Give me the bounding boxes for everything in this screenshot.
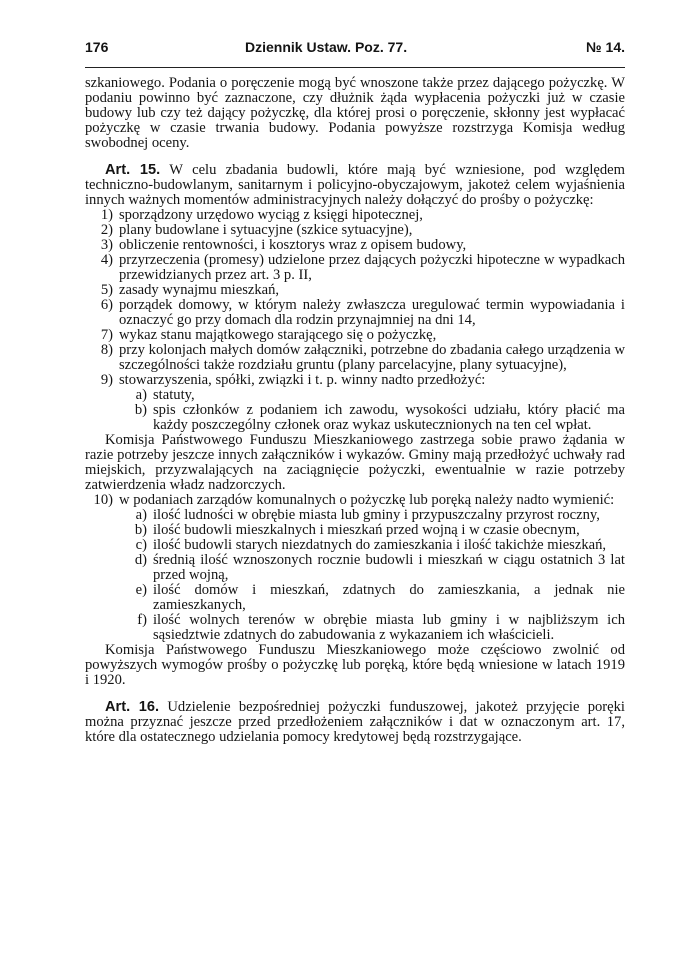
- page-header: [85, 40, 625, 60]
- art15-label: Art. 15.: [105, 162, 161, 178]
- list-item: 5) zasady wynajmu mieszkań,: [100, 282, 280, 298]
- sub-list-item: a) statuty,: [135, 387, 195, 403]
- closing-paragraph: Komisja Państwowego Funduszu Mieszkaniowego może częściowo zwolnić od powyższych wymogów prośby o pożyczkę lub poręką, które będą wniesione w latach 1919 i 1920.: [85, 642, 625, 688]
- header-rule: [85, 67, 625, 68]
- art15-list: [85, 208, 625, 433]
- sub-list-item: e) ilość domów i mieszkań, zdatnych do zamieszkania, a jednak nie zamieszkanych,: [135, 582, 625, 613]
- journal-title: Dziennik Ustaw. Poz. 77.: [245, 39, 408, 55]
- art15-text: W celu zbadania budowli, które mają być wzniesione, pod względem techniczno-budowlanym, sanitarnym i policyjno-obyczajowym, jakoteż celem wyjaśnienia innych ważnych momentów administracyjnych należy dołączyć do prośby o pożyczkę:: [85, 162, 625, 208]
- list-item: 7) wykaz stanu majątkowego starającego się o pożyczkę,: [100, 327, 437, 343]
- list-item: 4) przyrzeczenia (promesy) udzielone przez dających pożyczki hipoteczne w wypadkach przewidzianych przez art. 3 p. II,: [100, 252, 625, 283]
- issue-number: № 14.: [586, 39, 625, 55]
- list-item: 1) sporządzony urzędowo wyciąg z księgi hipotecznej,: [100, 207, 423, 223]
- sub-list-item: c) ilość budowli starych niezdatnych do zamieszkania i ilość takichże mieszkań,: [135, 537, 607, 553]
- page-number: 176: [85, 39, 109, 55]
- sub-list-item: d) średnią ilość wznoszonych rocznie budowli i mieszkań w ciągu ostatnich 3 lat przed wojną,: [134, 552, 625, 583]
- art16-paragraph: [85, 700, 625, 745]
- list-item: 8) przy kolonjach małych domów załączniki, potrzebne do zbadania całego urządzenia w szczególności także rozdziału gruntu (plany parcelacyjne, plany sytuacyjne),: [100, 342, 625, 373]
- art15-paragraph: [85, 163, 625, 208]
- art16-text: Udzielenie bezpośredniej pożyczki funduszowej, jakoteż przyjęcie poręki można przyznać jeszcze przed przedłożeniem załączników i dat w oznaczonym art. 17, które dla ostatecznego udzielania pomocy kredytowej będą rozstrzygające.: [85, 699, 625, 745]
- list-item: 10) w podaniach zarządów komunalnych o pożyczkę lub poręką należy nadto wymienić:: [93, 492, 615, 508]
- sub-list-item: b) ilość budowli mieszkalnych i mieszkań przed wojną i w czasie obecnym,: [134, 522, 580, 538]
- list-item: 6) porządek domowy, w którym należy zwłaszcza uregulować termin wypowiadania i oznaczyć go przy domach dla rodzin przynajmniej na dni 14,: [100, 297, 625, 328]
- list-item: 3) obliczenie rentowności, i kosztorys wraz z opisem budowy,: [100, 237, 467, 253]
- list-item: 2) plany budowlane i sytuacyjne (szkice sytuacyjne),: [100, 222, 413, 238]
- art16-label: Art. 16.: [105, 699, 160, 715]
- commission-paragraph: Komisja Państwowego Funduszu Mieszkaniowego zastrzega sobie prawo żądania w razie potrzeby jeszcze innych załączników i wykazów. Gminy mają przedłożyć uchwały rad miejskich, przyzwalających na zaciągnięcie pożyczki, ewentualnie w razie potrzeby zatwierdzenia władz nadzorczych.: [85, 432, 625, 493]
- sub-list-item: f) ilość wolnych terenów w obrębie miasta lub gminy i w najbliższym ich sąsiedztwie zdatnych do zabudowania z wykazaniem ich właścicieli.: [137, 612, 625, 643]
- art15-list-continued: [85, 493, 625, 643]
- document-page: [85, 40, 625, 745]
- sub-list-item: a) ilość ludności w obrębie miasta lub gminy i przypuszczalny przyrost roczny,: [135, 507, 600, 523]
- intro-paragraph: szkaniowego. Podania o poręczenie mogą być wnoszone także przez dającego pożyczkę. W podaniu powinno być zaznaczone, czy dłużnik żąda wypłacenia pożyczki już w czasie budowy lub czy też dający pożyczkę, dla której prosi o poręczenie, skłonny jest wypłacać pożyczkę w czasie trwania budowy. Podania powyższe rozstrzyga Komisja według swobodnej oceny.: [85, 75, 625, 151]
- sub-list-item: b) spis członków z podaniem ich zawodu, wysokości udziału, który płacić ma każdy poszczególny członek oraz wykaz uskutecznionych na ten cel wpłat.: [134, 402, 625, 433]
- list-item: 9) stowarzyszenia, spółki, związki i t. p. winny nadto przedłożyć:: [100, 372, 486, 388]
